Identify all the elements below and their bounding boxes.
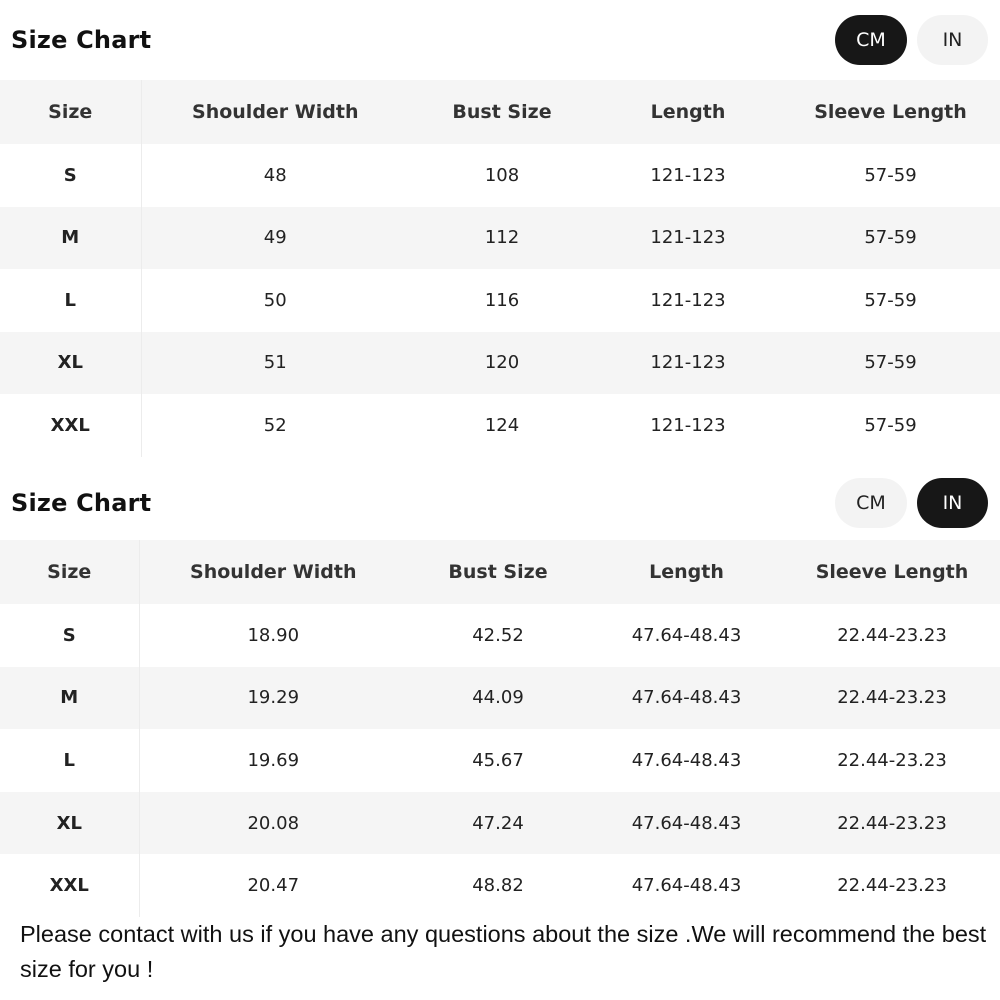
shoulder-width-cell: 19.29 [247,687,300,709]
size-chart-title: Size Chart [11,489,152,517]
unit-toggle-in-button[interactable]: IN [917,15,988,65]
table-row [0,269,1000,332]
shoulder-width-cell: 18.90 [247,624,300,646]
column-header-size: Size [0,80,141,144]
length-cell: 47.64-48.43 [631,624,742,646]
length-cell: 47.64-48.43 [631,875,742,897]
column-header-sleeve-length: Sleeve Length [814,101,967,123]
table-row [0,144,1000,207]
column-header-sleeve-length: Sleeve Length [815,561,969,583]
size-chart-title: Size Chart [11,26,152,54]
sleeve-length-cell: 57-59 [864,289,917,311]
size-chart-header [0,0,1000,80]
bust-size-cell: 44.09 [472,687,524,709]
bust-size-cell: 47.24 [472,812,524,834]
size-cell: XL [0,332,141,395]
size-chart-in-section [0,462,1000,917]
sleeve-length-cell: 22.44-23.23 [837,687,947,709]
size-table-in [0,540,1000,917]
length-cell: 47.64-48.43 [631,812,742,834]
size-cell: L [0,729,139,792]
column-header-length: Length [649,561,724,583]
size-cell: XXL [0,394,141,457]
shoulder-width-cell: 49 [263,227,287,249]
column-header-shoulder-width: Shoulder Width [190,561,357,583]
column-header-length: Length [650,101,726,123]
length-cell: 121-123 [650,414,726,436]
bust-size-cell: 120 [484,352,520,374]
column-header-bust-size: Bust Size [452,101,552,123]
sleeve-length-cell: 22.44-23.23 [837,749,947,771]
size-chart-cm-section [0,0,1000,457]
size-cell: M [0,207,141,270]
size-cell: S [0,144,141,207]
sleeve-length-cell: 57-59 [864,414,917,436]
length-cell: 47.64-48.43 [631,687,742,709]
size-cell: M [0,667,139,730]
bust-size-cell: 124 [484,414,520,436]
column-header-shoulder-width: Shoulder Width [192,101,359,123]
sleeve-length-cell: 57-59 [864,164,917,186]
shoulder-width-cell: 48 [263,164,287,186]
size-cell: L [0,269,141,332]
shoulder-width-cell: 50 [263,289,287,311]
bust-size-cell: 42.52 [472,624,524,646]
table-row [0,207,1000,270]
shoulder-width-cell: 51 [263,352,287,374]
table-row [0,792,1000,855]
length-cell: 121-123 [650,289,726,311]
sleeve-length-cell: 22.44-23.23 [837,624,947,646]
shoulder-width-cell: 52 [263,414,287,436]
bust-size-cell: 116 [484,289,520,311]
unit-toggle-cm-button[interactable]: CM [835,15,907,65]
unit-toggle-in-button[interactable]: IN [917,478,988,528]
size-contact-note: Please contact with us if you have any questions about the size .We will recommend the best size for you ! [20,921,987,982]
unit-toggle-cm-button[interactable]: CM [835,478,907,528]
column-header-bust-size: Bust Size [448,561,548,583]
size-table-cm [0,80,1000,457]
bust-size-cell: 45.67 [472,749,524,771]
column-header-size: Size [0,540,139,604]
table-header-row [0,540,1000,604]
size-cell: XXL [0,854,139,917]
table-row [0,729,1000,792]
shoulder-width-cell: 20.47 [247,875,300,897]
shoulder-width-cell: 20.08 [247,812,300,834]
length-cell: 121-123 [650,352,726,374]
table-row [0,394,1000,457]
length-cell: 47.64-48.43 [631,749,742,771]
length-cell: 121-123 [650,164,726,186]
sleeve-length-cell: 57-59 [864,227,917,249]
sleeve-length-cell: 22.44-23.23 [837,812,947,834]
shoulder-width-cell: 19.69 [247,749,300,771]
bust-size-cell: 48.82 [472,875,524,897]
size-cell: S [0,604,139,667]
table-row [0,854,1000,917]
table-row [0,667,1000,730]
size-cell: XL [0,792,139,855]
bust-size-cell: 108 [484,164,520,186]
bust-size-cell: 112 [484,227,520,249]
size-chart-header [0,462,1000,540]
sleeve-length-cell: 57-59 [864,352,917,374]
table-row [0,332,1000,395]
table-header-row [0,80,1000,144]
length-cell: 121-123 [650,227,726,249]
sleeve-length-cell: 22.44-23.23 [837,875,947,897]
table-row [0,604,1000,667]
